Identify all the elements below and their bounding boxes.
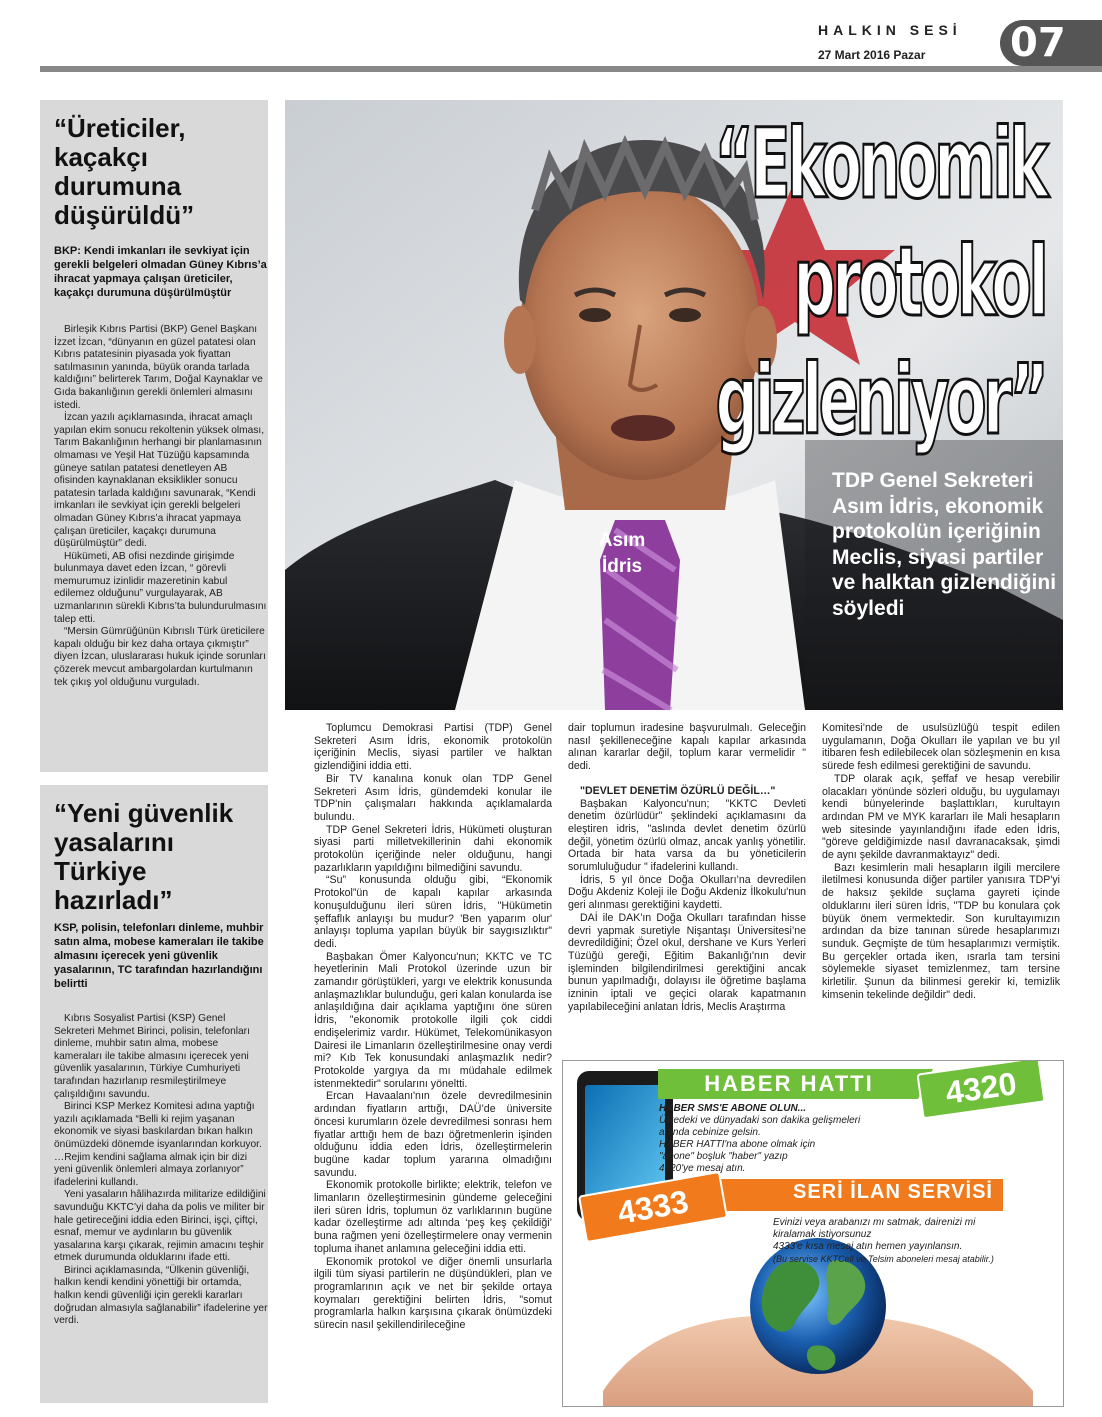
paragraph: TDP Genel Sekreteri İdris, Hükümeti oluşturan siyasi parti milletvekillerinin dahi ekonomik protokolün içeriğinde neler olduğunu, hangi pazarlıkların yapıldığını bilmediğini savundu. <box>314 823 552 874</box>
sidebar-article-2 <box>40 785 268 1403</box>
paragraph: Yeni yasaların hâlihazırda militarize edildiğini savunduğu KKTC’yi daha da polis ve militer bir hale getireceğini iddia eden Birinci, işçi, çiftçi, esnaf, memur ve aydınların bu güvenlik yasalarına karşı çıkarak, rejimin amacını teşhir etmek durumunda olduklarını ifade etti. <box>54 1189 266 1264</box>
paragraph: “Su” konusunda olduğu gibi, “Ekonomik Protokol”ün de kapalı kapılar arkasında konuşulduğunu ileri süren İdris, "Hükümetin şeffaflık anlayışı bu mudur? 'Ben yaparım olur' anlayışı topluma yapılan büyük bir saygısızlıktır" dedi. <box>314 874 552 950</box>
paragraph: Başbakan Kalyoncu'nun; "KKTC Devleti denetim özürlüdür" şeklindeki açıklamasını da eleştiren idris, "aslında devlet denetim özürlü değil, yönetim özürlü olmaz, ancak yanlış yönetilir. Ortada bir hata varsa da bu yöneticilerin sorumluluğudur " ifadelerini kullandı. <box>568 797 806 874</box>
paragraph: dair toplumun iradesine başvurulmalı. Geleceğin nasıl şekilleneceğine kapalı kapılar arkasında alınan kararlar değil, toplum karar vermelidir " dedi. <box>568 722 806 773</box>
paragraph: Komitesi’nde de usulsüzlüğü tespit edilen uygulamanın, Doğa Okulları ile yapılan ve bu yıl itibaren fesh edilebilecek olan sözleşmenin en kısa sürede fesh edilmesi gerektiğini de savundu. <box>822 722 1060 773</box>
subheading: "DEVLET DENETİM ÖZÜRLÜ DEĞİL…" <box>580 784 776 797</box>
sidebar-2-body <box>54 1013 268 1328</box>
paragraph: İzcan yazılı açıklamasında, ihracat amaçlı yapılan ekim sonucu rekoltenin yüksek olması, Tarım Bakanlığının herhangi bir planlamasının olmaması ve Yeşil Hat Tüzüğü kapsamında güneye satılan patatesi denetleyen AB ofisinden kaynaklanan eksiklikler sonucu patatesin tarlada kaldığını savunarak, “Kendi imkanları ile sevkiyat için gerekli belgeleri olmadan Güney Kıbrıs’a ihracat yapmaya çalışan üreticiler, kaçakçı durumuna düşürülmüştür” dedi. <box>54 412 265 550</box>
caption-line-2: İdris <box>601 556 643 577</box>
paragraph: Kıbrıs Sosyalist Partisi (KSP) Genel Sekreteri Mehmet Birinci, polisin, telefonları dinleme, muhbir satın alma, mobese kameraları ile takibe almasını içerecek yeni güvenlik yasalarının, Türkiye Cumhuriyeti tarafından hazırlanıp resmileştirilmeye çalışıldığını savundu. <box>54 1013 250 1100</box>
seri-ilan-text: Evinizi veya arabanızı mı satmak, dairenizi mi kiralamak istiyorsunuz 4333'e kısa mesaj atın hemen yayınlansın. (Bu servise KKTCell ve Telsim aboneleri mesaj atabilir.) <box>773 1217 994 1264</box>
article-column-3 <box>822 722 1060 1001</box>
paragraph: Bir TV kanalına konuk olan TDP Genel Sekreteri Asım İdris, gündemdeki konular ile TDP'nin çalışmaları hakkında açıklamalarda bulundu. <box>314 772 552 823</box>
paragraph: Ercan Havaalanı'nın özele devredilmesinin ardından fiyatların arttığı, DAÜ’de üniversite öncesi kurumların özele devredilmesi sonrası hem fiyatlar arttığı hem de bazı öğretmenlerin işinden olduğunu iddia eden İdris, özelleştirmelerin bugüne kadar toplum yararına olmadığını savundu. <box>314 1090 552 1179</box>
article-deck: TDP Genel Sekreteri Asım İdris, ekonomik protokolün içeriğinin Meclis, siyasi partiler ve halktan gizlendiğini söyledi <box>832 469 1057 620</box>
paragraph: DAİ ile DAK'ın Doğa Okulları tarafından hisse devri yapmak suretiyle Nişantaşı Üniversitesi’ne devredildiğini; Özel okul, dershane ve Kurs Yerleri Tüzüğü gereği, Eğitim Bakanlığı'nın devir işleminden bilgilendirilmesi gerektiğini ancak bunun yapılmadığı, dolayısı ile öğretime başlama izninin iptali ve geçici olarak kapatmanın yapılabileceğini anlatan İdris, Meclis Araştırma <box>568 911 806 1013</box>
header-rule <box>40 66 1102 72</box>
advertisement[interactable] <box>562 1060 1064 1407</box>
sidebar-2-lead: KSP, polisin, telefonları dinleme, muhbir satın alma, mobese kameraları ile takibe almasını içerecek yeni güvenlik yasalarının, TC tarafından hazırlandığını belirtti <box>54 922 264 990</box>
paragraph: “Mersin Gümrüğünün Kıbrıslı Türk üreticilere kapalı olduğu bir kez daha ortaya çıkmıştır” diyen İzcan, uluslararası hukuk içinde sorunları çözerek mevcut ambargolardan kurtulmanın tek çıkış yol olduğunu vurguladı. <box>54 626 266 688</box>
article-column-1 <box>314 722 552 1332</box>
sidebar-2-headline: “Yeni güvenlik yasalarını Türkiye hazırladı” <box>54 798 234 915</box>
article-column-2 <box>568 722 806 1013</box>
paragraph: Birinci açıklamasında, “Ülkenin güvenliği, halkın kendi kendini yönettiği bir ortamda, halkın kendi güvenliği için gerekli kararları doğrudan almasıyla sağlanabilir” ifadelerine yer verdi. <box>54 1264 268 1327</box>
ilan-number-badge: 4333 <box>578 1171 728 1243</box>
seri-ilan-title: SERİ İLAN SERVİSİ <box>792 1181 993 1203</box>
sidebar-1-headline: “Üreticiler, kaçakçı durumuna düşürüldü” <box>54 113 195 230</box>
paragraph: Ekonomik protokol ve diğer önemli unsurlarla ilgili tüm siyasi partilerin ne düşündükleri, plan ve programlarının açık ve net bir şekilde ortaya koymaları gerektiğini belirten İdris, "somut programlarla halkın karşısına çıkarak önümüzdeki sürecin nasıl şekillendirileceğine <box>314 1255 552 1332</box>
photo-caption <box>582 528 662 580</box>
paragraph: İdris, 5 yıl önce Doğa Okulları’na devredilen Doğu Akdeniz Koleji ile Doğu Akdeniz İlkokulu'nun geri alınması gerektiğini kaydetti. <box>568 873 806 912</box>
paragraph: TDP olarak açık, şeffaf ve hesap verebilir olacakları yönünde sözleri olduğu, bu uygulamayı kendi bünyelerinde başlattıkları, kurultayın ardından PM ve MYK kararları ile Mali hesapların web sitesinde yayınlandığını ifade eden İdris, "göreve geldiğimizde nasıl davranacaksak, şimdi de aynı şekilde davranmaktayız" dedi. <box>822 772 1060 862</box>
paragraph: Birleşik Kıbrıs Partisi (BKP) Genel Başkanı İzzet İzcan, “dünyanın en güzel patatesi olan Kıbrıs patatesinin piyasada yok fiyattan satılmasının yanında, büyük oranda tarlada kaldığını” belirterek Tarım, Doğal Kaynaklar ve Gıda bakanlığının gerekli önlemleri almasını istedi. <box>54 324 263 411</box>
haber-hatti-title: HABER HATTI <box>704 1071 874 1096</box>
headline-line-2: protokol <box>793 226 1045 338</box>
paragraph: Toplumcu Demokrasi Partisi (TDP) Genel Sekreteri Asım İdris, ekonomik protokolün içeriğinin Meclis, siyasi partiler ve halktan gizlendiğini iddia etti. <box>314 722 552 773</box>
haber-number-badge: 4320 <box>916 1060 1045 1119</box>
headline-line-3: gizleniyor” <box>715 344 1045 456</box>
paragraph: Ekonomik protokolle birlikte; elektrik, telefon ve limanların özelleştirmesinin gündeme geleceğini ileri süren İdris, toplumun öz varlıklarının bugüne kadar özelleştirme adı altında ‘peş keş çekildiği’ buna rağmen yeni özelleştirmelere onay vermenin topluma ihanet anlamına geleceğini iddia etti. <box>314 1179 552 1255</box>
caption-line-1: Asım <box>598 530 646 551</box>
paragraph: Birinci KSP Merkez Komitesi adına yaptığı yazılı açıklamada “Belli ki rejim yaşanan ekonomik ve siyasi baskılardan bıkan halkın önümüzdeki dönemde isyanlarından korkuyor. …Rejim kendini sağlama almak için bir dizi yeni güvenlik önlemleri almaya zorlanıyor” ifadelerini kullandı. <box>54 1101 262 1188</box>
issue-date: 27 Mart 2016 Pazar <box>818 48 926 62</box>
paragraph: Başbakan Ömer Kalyoncu'nun; KKTC ve TC heyetlerinin Mali Protokol üzerinde uzun bir zamandır görüştükleri, yargı ve elektrik konusunda anlaşmazlıklar bulunduğu, geri kalan konularda ise anlaşıldığına dair açıklama yaptığını öne süren İdris, "ekonomik protokolle ilgili çok ciddi endişelerimiz vardır. Hükümet, Telekomünikasyon Dairesi ile Limanların özelleştirilmesine onay verdi mi? Kıb Tek konusundaki anlaşmazlık nedir? Protokolde yargıya da mı müdahale edilmek istenmektedir" sorularını yöneltti. <box>314 950 552 1090</box>
sidebar-1-lead: BKP: Kendi imkanları ile sevkiyat için gerekli belgeleri olmadan Güney Kıbrıs’a ihracat yapmaya çalışan üreticiler, kaçakçı durumuna düşürülmüştür <box>54 245 267 299</box>
sidebar-article-1 <box>40 100 268 772</box>
paragraph: Bazı kesimlerin mali hesapların ilgili mercilere iletilmesi konusunda diğer partiler yanısıra TDP'yi de haksız şekilde suçlama gayreti içinde olduklarını ileri süren İdris, "TDP bu konulara çok büyük önem vermektedir. Son kurultayımızın ardından da bize tanınan sürede hesaplarımızı sunduk. Geçmişte de tüm hesaplarımızı vermiştik. Bu gerçekler ortada iken, ısrarla tam tersini söylemekle siyaset temizlenmez, tam tersine kirletilir. Şunun da bilinmesi gerekir ki, temizlik kimsenin tekelinde değildir" dedi. <box>822 861 1060 1001</box>
haber-hatti-text: HABER SMS'E ABONE OLUN... Ülkedeki ve dünyadaki son dakika gelişmeleri anında cebinize gelsin. HABER HATTI'na abone olmak için "abone" boşluk "haber" yazıp 4320'ye mesaj atın. <box>659 1103 861 1174</box>
paragraph: Hükümeti, AB ofisi nezdinde girişimde bulunmaya davet eden İzcan, “ görevli memurumuz izinlidir mazeretinin kabul edilemez olduğunu” vurgulayarak, AB uzmanlarının sürekli Kıbrıs’ta bulundurulmasını talep etti. <box>54 550 267 625</box>
masthead: HALKIN SESİ <box>818 22 962 38</box>
sidebar-1-body <box>54 324 268 689</box>
page-number: 07 <box>1000 20 1102 66</box>
headline-line-1: “Ekonomik <box>714 108 1045 220</box>
main-headline <box>583 105 1045 459</box>
